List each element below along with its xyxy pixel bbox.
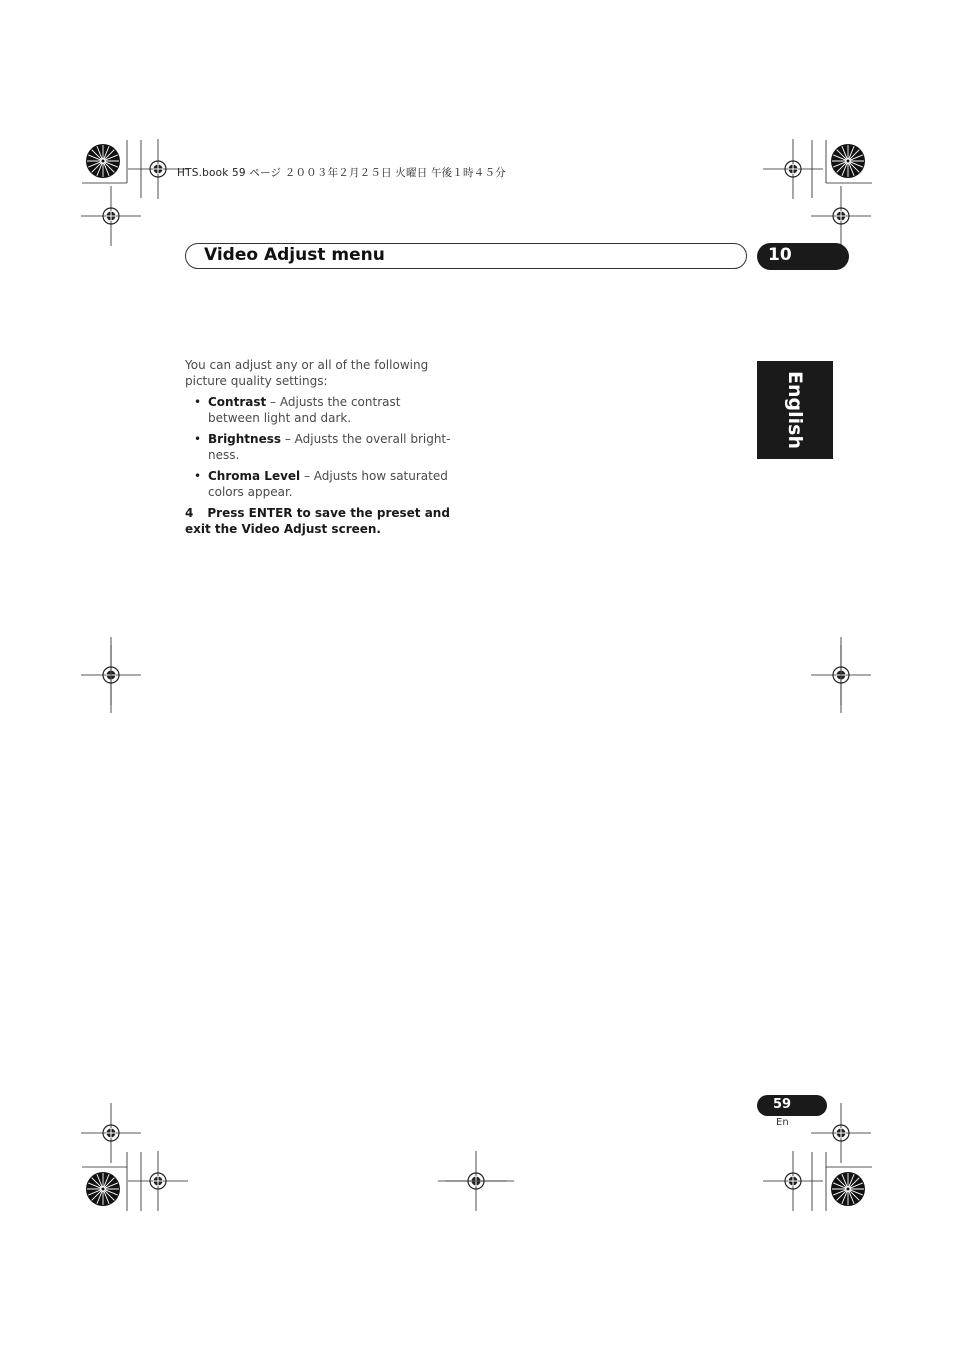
list-item xyxy=(185,394,455,426)
setting-term: Brightness xyxy=(208,432,282,446)
step-number: 4 xyxy=(185,506,194,520)
starburst-icon xyxy=(86,1172,120,1206)
language-tab-label: English xyxy=(784,371,806,449)
section-title-bar xyxy=(185,243,747,269)
section-title: Video Adjust menu xyxy=(204,245,385,265)
bullet-icon: • xyxy=(194,395,202,409)
crosshair-icon xyxy=(81,1103,141,1163)
starburst-icon xyxy=(86,144,120,178)
setting-description: – Adjusts how saturated colors appear. xyxy=(208,469,448,499)
intro-paragraph: You can adjust any or all of the following picture quality settings: xyxy=(185,358,429,388)
crosshair-icon xyxy=(763,139,823,199)
bullet-icon: • xyxy=(194,432,202,446)
language-tab xyxy=(757,361,833,459)
setting-term: Chroma Level xyxy=(208,469,301,483)
crosshair-icon xyxy=(81,186,141,246)
print-info-header: HTS.book 59 ページ ２００３年２月２５日 火曜日 午後１時４５分 xyxy=(177,167,506,179)
page-number: 59 xyxy=(773,1097,792,1112)
chapter-badge xyxy=(757,243,849,270)
bullet-icon: • xyxy=(194,469,202,483)
crosshair-icon xyxy=(811,186,871,246)
step-instruction xyxy=(185,505,455,537)
chapter-number: 10 xyxy=(768,245,792,265)
list-item xyxy=(185,468,455,500)
body-content xyxy=(185,357,455,537)
setting-description: – Adjusts the overall bright-ness. xyxy=(208,432,451,462)
settings-list xyxy=(185,394,455,500)
step-text: Press ENTER to save the preset and exit the Video Adjust screen. xyxy=(185,506,450,536)
starburst-icon xyxy=(831,1172,865,1206)
page-language-code: En xyxy=(776,1117,789,1128)
crosshair-icon xyxy=(128,1151,188,1211)
setting-description: – Adjusts the contrast between light and dark. xyxy=(208,395,401,425)
list-item xyxy=(185,431,455,463)
crosshair-icon xyxy=(763,1151,823,1211)
page-number-badge xyxy=(757,1095,827,1116)
starburst-icon xyxy=(831,144,865,178)
setting-term: Contrast xyxy=(208,395,267,409)
